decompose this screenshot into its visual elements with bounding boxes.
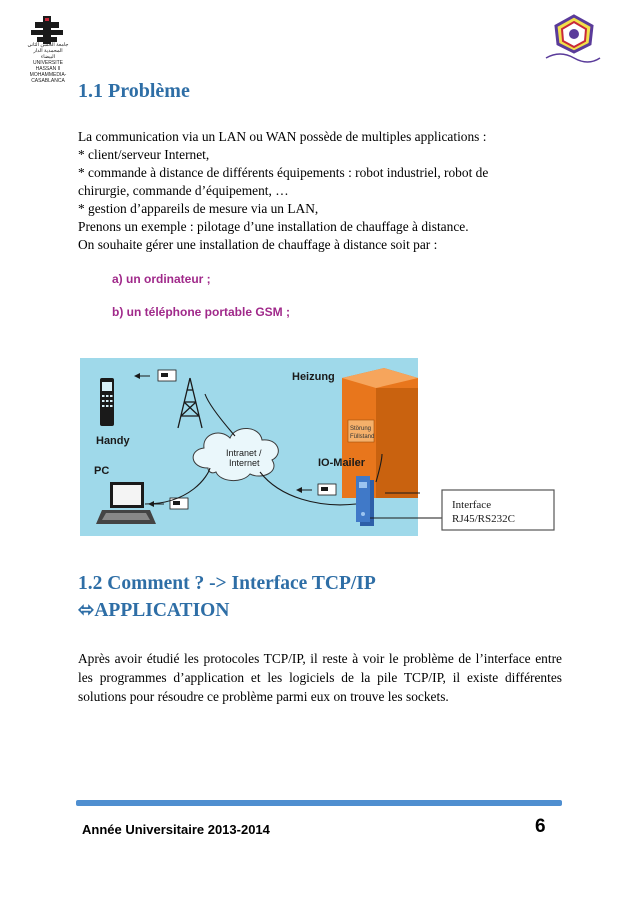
footer-bar xyxy=(76,800,562,806)
body-line: * gestion d’appareils de mesure via un LAN, xyxy=(78,201,319,216)
body-line: chirurgie, commande d’équipement, … xyxy=(78,183,289,198)
iomailer-label: IO-Mailer xyxy=(318,457,366,469)
page-number: 6 xyxy=(535,816,546,837)
body-line: Prenons un exemple : pilotage d’une installation de chauffage à distance. xyxy=(78,219,469,234)
academic-year: Année Universitaire 2013-2014 xyxy=(82,822,270,837)
section-title-probleme: 1.1 Problème xyxy=(78,80,190,102)
option-gsm: b) un téléphone portable GSM ; xyxy=(112,305,290,319)
footer-bar-fill xyxy=(76,800,562,806)
university-logo-text: جامعة الحسن الثاني المحمدية الدار البيضاء UNIVERSITE HASSAN II MOHAMMEDIA-CASABLANCA xyxy=(27,42,69,84)
body-line: La communication via un LAN ou WAN possède de multiples applications : xyxy=(78,129,487,144)
interface-label: RJ45/RS232C xyxy=(452,513,515,525)
faculty-logo xyxy=(540,12,604,70)
heizung-label: Heizung xyxy=(292,371,335,383)
stoerung-label: Störung xyxy=(350,426,372,432)
body-line: * commande à distance de différents équipements : robot industriel, robot de xyxy=(78,165,489,180)
section-title-line: 1.2 Comment ? -> Interface TCP/IP xyxy=(78,573,376,594)
option-ordinateur: a) un ordinateur ; xyxy=(112,272,211,286)
cloud-label: Internet xyxy=(229,458,260,468)
section-title-comment xyxy=(78,570,376,624)
section1-body xyxy=(78,128,564,254)
handy-label: Handy xyxy=(96,435,130,447)
section2-paragraph: Après avoir étudié les protocoles TCP/IP, il reste à voir le problème de l’interface entre les programmes d’application et les logiciels de la pile TCP/IP, il existe différentes solutions pour résoudre ce problème parmi eux on trouve les sockets. xyxy=(78,651,562,704)
interface-label: Interface xyxy=(452,499,492,511)
cloud-label: Intranet / xyxy=(226,448,262,458)
network-diagram xyxy=(80,358,560,536)
fuellstand-label: Füllstand xyxy=(350,434,375,440)
pc-label: PC xyxy=(94,465,110,477)
section-title-line: ⬄APPLICATION xyxy=(78,600,230,621)
body-line: On souhaite gérer une installation de chauffage à distance soit par : xyxy=(78,237,438,252)
body-line: * client/serveur Internet, xyxy=(78,147,210,162)
